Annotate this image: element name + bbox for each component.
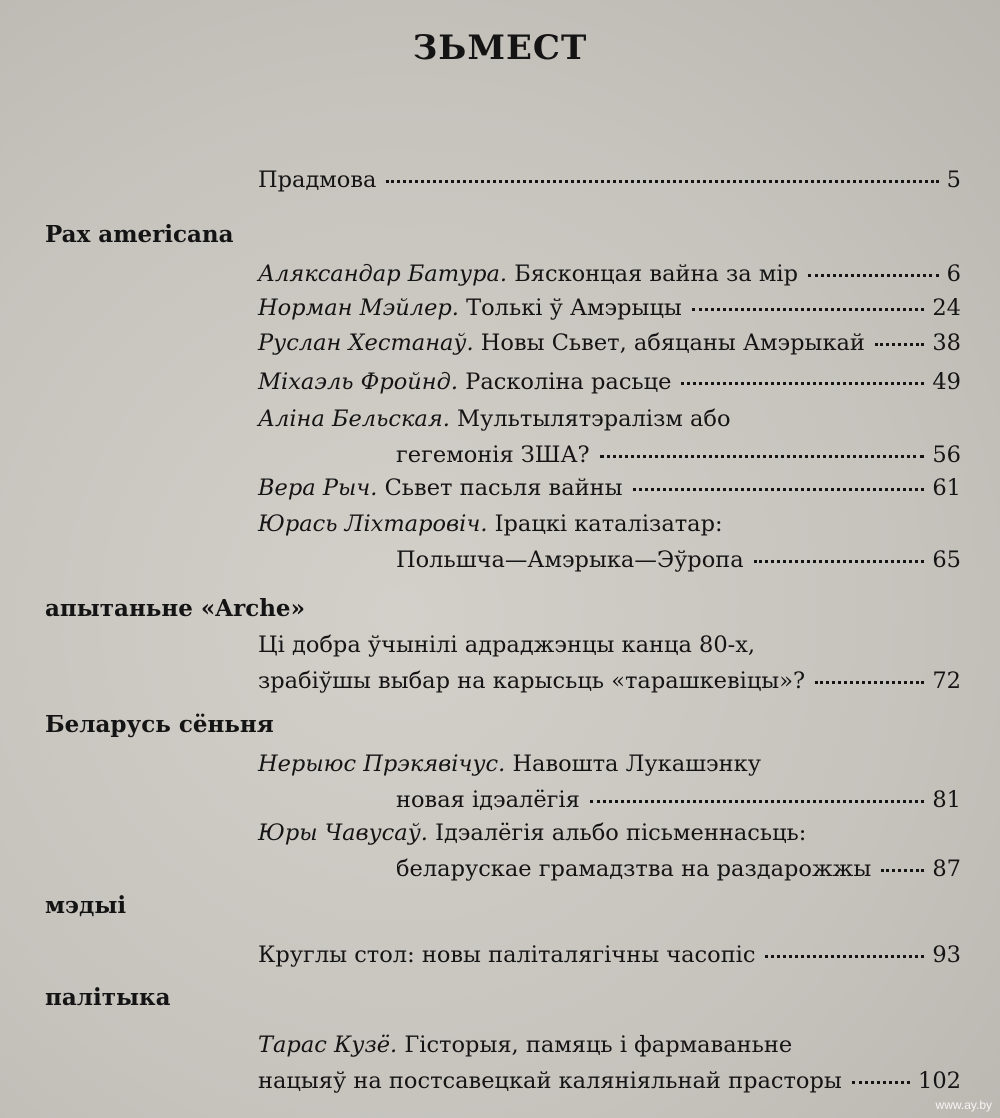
toc-entry — [258, 256, 961, 292]
dot-leader — [815, 681, 924, 684]
entry-title-continued: беларускае грамадзтва на раздарожжы — [396, 856, 872, 882]
entry-title: Ідэалёгія альбо пісьменнасьць: — [435, 820, 807, 846]
entry-author: Аліна Бельская. — [258, 406, 450, 432]
page-title: ЗЬМЕСТ — [412, 28, 588, 68]
dot-leader — [386, 180, 938, 183]
entry-title: Толькі ў Амэрыцы — [466, 295, 682, 321]
entry-title-continued: новая ідэалёгія — [396, 787, 580, 813]
section-heading: Pax americana — [45, 221, 234, 248]
entry-title-continued: гегемонія ЗША? — [396, 442, 590, 468]
entry-title: Сьвет пасьля вайны — [384, 475, 623, 501]
toc-entry — [258, 401, 961, 473]
page-number: 5 — [946, 167, 961, 193]
dot-leader — [681, 382, 924, 385]
entry-title: Новы Сьвет, абяцаны Амэрыкай — [480, 330, 865, 356]
entry-author: Міхаэль Фройнд. — [258, 369, 459, 395]
page-number: 38 — [932, 330, 961, 356]
toc-entry-preface — [258, 162, 961, 198]
entry-title: Расколіна расьце — [465, 369, 672, 395]
toc-entry — [258, 325, 961, 361]
dot-leader — [600, 455, 925, 458]
section-heading: палітыка — [45, 984, 171, 1011]
dot-leader — [852, 1081, 910, 1084]
toc-entry — [258, 470, 961, 506]
page-number: 49 — [932, 369, 961, 395]
page-number: 56 — [932, 442, 961, 468]
toc-entry — [258, 506, 961, 578]
entry-title: Гісторыя, памяць і фармаваньне — [404, 1032, 793, 1058]
section-heading: апытаньне «Arche» — [45, 595, 305, 622]
page-number: 61 — [932, 475, 961, 501]
page-number: 65 — [932, 547, 961, 573]
page-number: 6 — [946, 261, 961, 287]
entry-title: Бясконцая вайна за мір — [514, 261, 798, 287]
entry-author: Юры Чавусаў. — [258, 820, 428, 846]
toc-entry — [258, 1027, 961, 1099]
page-number: 93 — [932, 942, 961, 968]
entry-title-continued: нацыяў на постсавецкай каляніяльнай прасторы — [258, 1068, 842, 1094]
page-number: 87 — [932, 856, 961, 882]
dot-leader — [754, 560, 925, 563]
entry-title: Круглы стол: новы паліталягічны часопіс — [258, 942, 756, 968]
watermark: www.ay.by — [935, 1098, 992, 1112]
page-number: 81 — [932, 787, 961, 813]
entry-author: Юрась Ліхтаровіч. — [258, 511, 488, 537]
dot-leader — [765, 955, 924, 958]
dot-leader — [875, 343, 924, 346]
entry-author: Тарас Кузё. — [258, 1032, 398, 1058]
section-heading: мэдыі — [45, 892, 127, 919]
toc-entry — [258, 364, 961, 400]
toc-entry — [258, 627, 961, 699]
entry-author: Руслан Хестанаў. — [258, 330, 474, 356]
entry-title: Навошта Лукашэнку — [512, 751, 761, 777]
page-number: 72 — [932, 668, 961, 694]
dot-leader — [633, 488, 925, 491]
section-heading: Беларусь сёньня — [45, 711, 274, 738]
entry-title: Прадмова — [258, 167, 377, 193]
entry-author: Вера Рыч. — [258, 475, 378, 501]
entry-title-continued: зрабіўшы выбар на карысьць «тарашкевіцы»? — [258, 668, 806, 694]
entry-title: Мультылятэралізм або — [457, 406, 731, 432]
toc-entry — [258, 746, 961, 818]
toc-entry — [258, 815, 961, 887]
entry-title: Ірацкі каталізатар: — [494, 511, 723, 537]
entry-title-continued: Польшча—Амэрыка—Эўропа — [396, 547, 744, 573]
page-number: 24 — [932, 295, 961, 321]
entry-author: Норман Мэйлер. — [258, 295, 459, 321]
dot-leader — [692, 308, 925, 311]
toc-entry — [258, 290, 961, 326]
dot-leader — [881, 869, 924, 872]
dot-leader — [590, 800, 925, 803]
page-number: 102 — [918, 1068, 961, 1094]
entry-title: Ці добра ўчынілі адраджэнцы канца 80-х, — [258, 632, 756, 658]
entry-author: Аляксандар Батура. — [258, 261, 508, 287]
entry-author: Нерыюс Прэкявічус. — [258, 751, 506, 777]
dot-leader — [808, 274, 939, 277]
toc-entry — [258, 937, 961, 973]
